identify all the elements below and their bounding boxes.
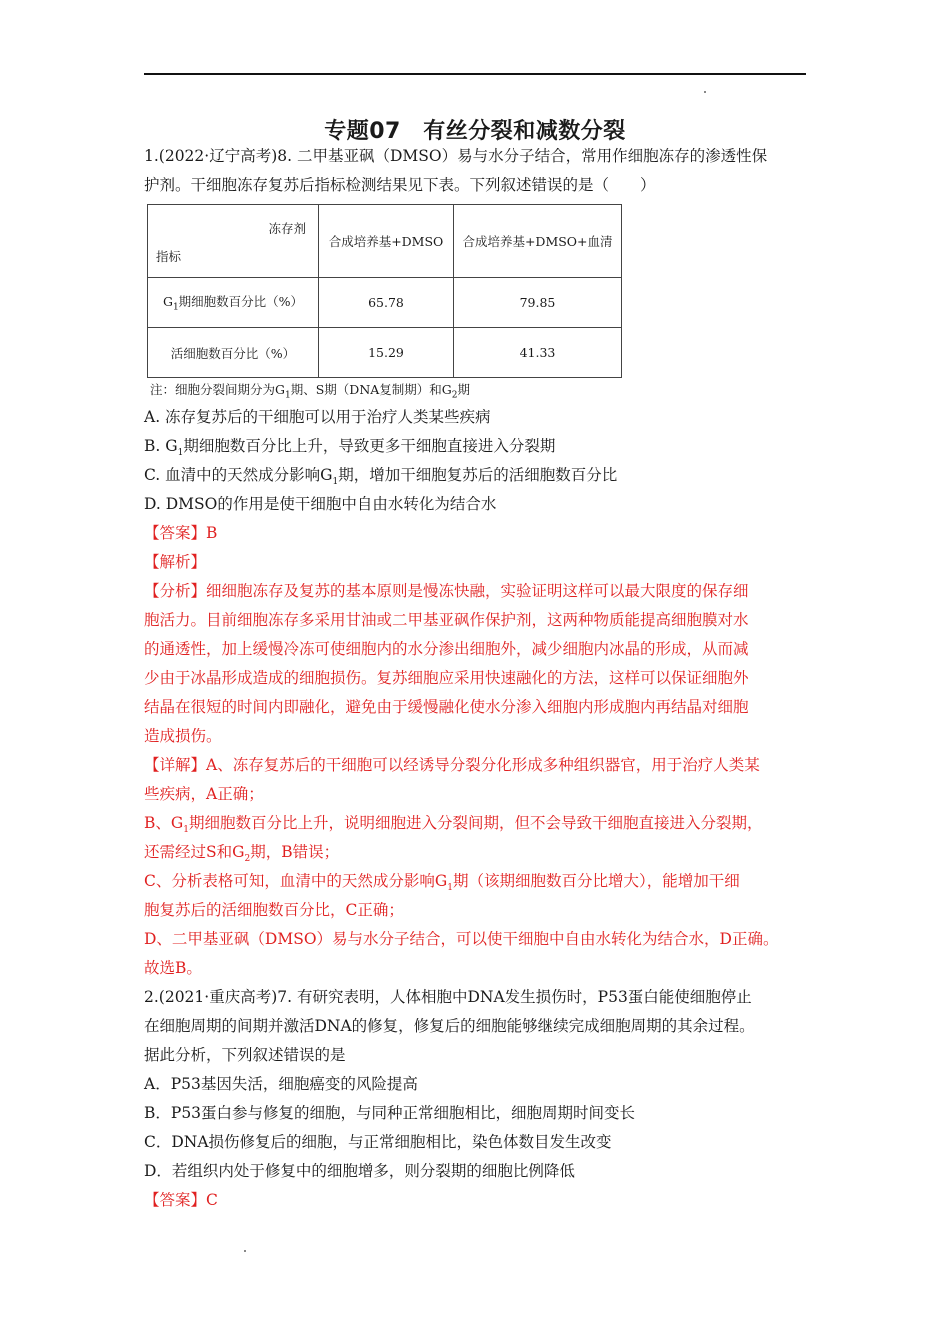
q1-detail-line: 故选B。 [144,959,202,977]
q1-detail-line: D、二甲基亚砜（DMSO）易与水分子结合，可以使干细胞中自由水转化为结合水，D正确。 [144,930,779,948]
q1-analysis-line: 少由于冰晶形成造成的细胞损伤。复苏细胞应采用快速融化的方法，这样可以保证细胞外 [144,669,749,687]
q1-option-d: D. DMSO的作用是使干细胞中自由水转化为结合水 [144,495,497,513]
q1-analysis-line: 【分析】细细胞冻存及复苏的基本原则是慢冻快融，实验证明这样可以最大限度的保存细 [144,582,749,600]
q2-option-b: B．P53蛋白参与修复的细胞，与同种正常细胞相比，细胞周期时间变长 [144,1104,636,1122]
q2-stem-line1: 2.(2021·重庆高考)7. 有研究表明，人体相胞中DNA发生损伤时，P53蛋白能使细胞停止 [144,988,752,1006]
q1-detail-line: 还需经过S和$G_2$期，B错误； [144,843,340,865]
data-table [147,204,622,378]
q2-stem-line2: 在细胞周期的间期并激活DNA的修复，修复后的细胞能够继续完成细胞周期的其余过程。 [144,1017,755,1035]
q1-analysis-line: 胞活力。目前细胞冻存多采用甘油或二甲基亚砜作保护剂，这两种物质能提高细胞膜对水 [144,611,749,629]
header-freezing-agent: 冻存剂 [268,221,306,236]
q1-analysis-heading: 【解析】 [144,553,207,571]
header-indicator: 指标 [156,249,182,264]
q2-stem-line3: 据此分析，下列叙述错误的是 [144,1046,346,1064]
page-title: 专题07 有丝分裂和减数分裂 [324,119,626,144]
q2-answer: 【答案】C [144,1191,218,1209]
q1-detail-line: 些疾病，A正确； [144,785,264,803]
q1-option-c: C. 血清中的天然成分影响$G_1$期，增加干细胞复苏后的活细胞数百分比 [144,466,618,488]
q1-detail-line: 胞复苏后的活细胞数百分比，C正确； [144,901,404,919]
q1-analysis-line: 的通透性，加上缓慢冷冻可使细胞内的水分渗出细胞外，减少细胞内冰晶的形成，从而减 [144,640,749,658]
table-note: 注：细胞分裂间期分为$G_1$期、S期（DNA复制期）和$G_2$期 [150,382,471,401]
table-diagonal-header [148,205,319,278]
q1-stem-line1: 1.(2022·辽宁高考)8. 二甲基亚砜（DMSO）易与水分子结合，常用作细胞冻存的渗透性保 [144,147,768,165]
q1-option-a: A. 冻存复苏后的干细胞可以用于治疗人类某些疾病 [144,408,491,426]
cell-g1-dmso-serum: 79.85 [454,278,622,328]
col-header-dmso-serum: 合成培养基+DMSO+血清 [454,205,622,278]
q1-option-b: B. $G_1$期细胞数百分比上升，导致更多干细胞直接进入分裂期 [144,437,556,459]
q1-analysis-line: 结晶在很短的时间内即融化，避免由于缓慢融化使水分渗入细胞内形成胞内再结晶对细胞 [144,698,749,716]
row-label-g1: $G_1$期细胞数百分比（%） [148,278,319,328]
q2-option-a: A．P53基因失活，细胞癌变的风险提高 [144,1075,418,1093]
cell-live-dmso-serum: 41.33 [454,328,622,378]
q2-option-c: C．DNA损伤修复后的细胞，与正常细胞相比，染色体数目发生改变 [144,1133,612,1151]
q1-analysis-line: 造成损伤。 [144,727,222,745]
q1-detail-line: C、分析表格可知，血清中的天然成分影响$G_1$期（该期细胞数百分比增大），能增加干细 [144,872,740,894]
scan-speck [704,91,706,93]
q2-option-d: D．若组织内处于修复中的细胞增多，则分裂期的细胞比例降低 [144,1162,575,1180]
q1-stem-line2: 护剂。干细胞冻存复苏后指标检测结果见下表。下列叙述错误的是（ ） [144,176,656,194]
col-header-dmso: 合成培养基+DMSO [319,205,454,278]
q1-answer: 【答案】B [144,524,218,542]
q1-detail-line: B、$G_1$期细胞数百分比上升，说明细胞进入分裂间期，但不会导致干细胞直接进入分裂期， [144,814,763,836]
row-label-live: 活细胞数百分比（%） [148,328,319,378]
q1-detail-line: 【详解】A、冻存复苏后的干细胞可以经诱导分裂分化形成多种组织器官，用于治疗人类某 [144,756,760,774]
cell-g1-dmso: 65.78 [319,278,454,328]
cell-live-dmso: 15.29 [319,328,454,378]
header-rule [144,73,806,75]
scan-speck [244,1250,246,1252]
